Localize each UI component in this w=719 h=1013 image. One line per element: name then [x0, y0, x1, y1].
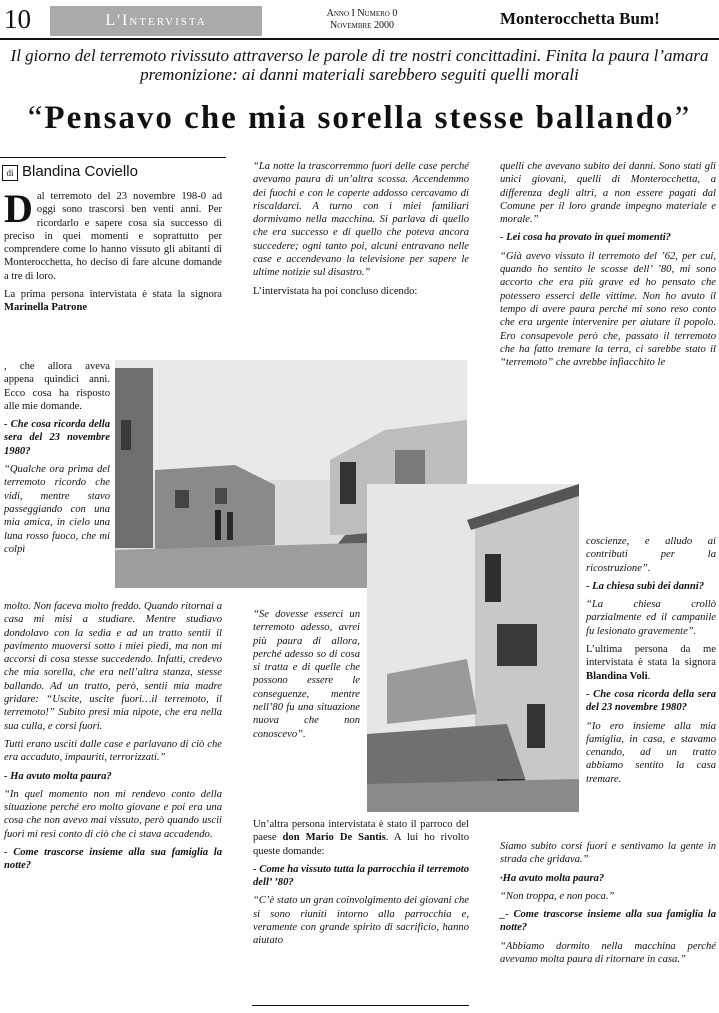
question-5: - Come ha vissuto tutta la parrocchia il terremoto dell’ ’80?	[253, 863, 469, 889]
section-label: L'Intervista	[105, 12, 207, 29]
interviewee-name-2: don Mario De Santis	[282, 832, 386, 844]
headline-close-quote: ”	[674, 100, 692, 136]
damaged-building-photo	[367, 484, 579, 812]
p-third-text: L’ultima persona da me intervistata è stata la signora	[586, 644, 716, 669]
newspaper-name: Monterocchetta Bum!	[500, 9, 660, 28]
question-2: - Ha avuto molta paura?	[4, 770, 112, 782]
column-2-bottom	[253, 818, 469, 953]
answer-2: “In quel momento non mi rendevo conto della situazione perché ero molto giovane e poi era una cosa che non avevo mai vissuto, però quando uscii fuori mi resi conto di ciò che ci stava accadendo.	[4, 788, 222, 840]
byline-prefix: di	[2, 165, 18, 181]
article-headline	[0, 96, 719, 140]
answer-4: “Se dovesse esserci un terremoto adesso, avrei più paura di allora, perché adesso so di cosa si tratta e di quelle che possono essere le conseguenze, mentre nell’80 fu una situazione nuova che non conoscevo”.	[253, 609, 360, 740]
question-7: - La chiesa subì dei danni?	[586, 580, 705, 592]
question-9: ·Ha avuto molta paura?	[500, 872, 605, 884]
intro-paragraph: al terremoto del 23 novembre 198-0 ad oggi sono trascorsi ben venti anni. Per ricordarlo e sapere cosa sia successo di preciso in quei momenti e soprattutto per comprendere come lo hanno vissuto gli abitanti di Monterocchetta, ho deciso di fare alcune domande a tre di loro.	[4, 191, 222, 282]
answer-1a: “Qualche ora prima del terremoto ricordo che vidi, mentre stavo passeggiando con una mia amica, in cielo una luna rosso fuoco, che mi colpì	[4, 464, 110, 555]
answer-3: “La notte la trascorremmo fuori delle case perché avevamo paura di un’altra scossa. Accendemmo dei fuochi e con le coperte addosso cercavamo di riscaldarci. A turno con i miei familiari dormivamo nella macchina. Si parlava di quello che era successo e di quello che poteva ancora succedere; ogni tanto poi, alcuni entravano nelle case e accendevano la televisione per sapere le ultime notizie sul disastro.”	[253, 161, 469, 279]
answer-8-continued: Siamo subito corsi fuori e sentivamo la gente in strada che gridava.”	[500, 841, 716, 866]
p-second-tail: . A lui ho rivolto queste domande:	[253, 832, 469, 857]
p2-text: La prima persona intervistata è stata la signora	[4, 289, 222, 301]
section-label-bar	[50, 6, 262, 36]
interviewee-name-1: Marinella Patrone	[4, 302, 88, 314]
answer-1c: Tutti erano usciti dalle case e parlavano di ciò che era accaduto, impauriti, terrorizzati.”	[4, 738, 222, 764]
headline-open-quote: “	[27, 100, 45, 136]
issue-date: Novembre 2000	[330, 20, 394, 31]
second-interviewee-paragraph	[253, 818, 469, 858]
conclusion-intro: L’intervistata ha poi concluso dicendo:	[253, 285, 418, 297]
column-3-middle	[586, 535, 716, 791]
answer-1b: molto. Non faceva molto freddo. Quando ritornai a casa mi misi a studiare. Mentre studiavo dondolavo con la sedia e ad un tratto sentii il pavimento muoversi sotto i miei piedi, ma non mi accorsi di cosa stesse succedendo. Infatti, credevo che mia sorella, che era nell’altra stanza, stesse ballando. Ad un tratto, però, sentii mia madre gridare: “Uscite, uscite fuori…il terremoto, il terremoto!” Subito presi mia nipote, che era nella sua culla, e corsi fuori.	[4, 601, 222, 732]
column-1-top	[4, 186, 222, 320]
column-1-wrap	[4, 360, 110, 561]
answer-8: “Io ero insieme alla mia famiglia, in casa, e stavamo cenando, ad un tratto abbiamo sentito la casa tremare.	[586, 720, 716, 785]
page-number: 10	[4, 4, 31, 34]
p-second-text: Un’altra persona intervistata è stato il parroco del paese	[253, 819, 469, 844]
byline-rule	[0, 157, 226, 158]
question-3: - Come trascorse insieme alla sua famiglia la notte?	[4, 847, 222, 872]
third-interviewee-paragraph	[586, 643, 716, 683]
answer-6b: coscienze, e alludo ai contributi per la ricostruzione”.	[586, 536, 716, 574]
drop-cap: D	[4, 186, 33, 231]
answer-7: “La chiesa crollò parzialmente ed il campanile fu lesionato gravemente”.	[586, 599, 716, 637]
issue-number: Anno I Numero 0	[326, 8, 398, 19]
answer-9: “Non troppa, e non poca.”	[500, 890, 615, 902]
column-2-bottom-rule	[252, 1005, 469, 1006]
answer-6a: “Già avevo vissuto il terremoto del ’62, per cui, quando ho sentito le scosse dell’ ’80, mi sono accorto che era più grave ed ho pensato che potessero esserci delle vittime. Non ho avuto il tempo di avere paura perché mi sono reso conto che era urgente intervenire per aiutare il popolo. Ero consapevole però che, passato il terremoto che ha fatto tremare la terra, ci sarebbe stato il “terremoto” che avrebbe infiacchito le	[500, 250, 716, 369]
question-6: - Lei cosa ha provato in quei momenti?	[500, 232, 671, 244]
column-3-top	[500, 160, 716, 374]
question-1: - Che cosa ricorda della sera del 23 novembre 1980?	[4, 419, 110, 457]
headline-text: Pensavo che mia sorella stesse ballando	[44, 100, 675, 136]
interviewee-name-3: Blandina Voli	[586, 670, 648, 682]
answer-5-continued: quelli che avevano subito dei danni. Sono stati gli unici giovani, quelli di Monterocchetta, a differenza degli altri, a non essere pagati dal Comune per il loro grande impegno materiale e morale.”	[500, 161, 716, 226]
p-third-tail: .	[647, 670, 651, 682]
p2-tail: , che allora aveva appena quindici anni. Ecco cosa ha risposto alle mie domande.	[4, 361, 110, 412]
first-interviewee-paragraph	[4, 288, 222, 315]
answer-10: “Abbiamo dormito nella macchina perché avevamo molta paura di ritornare in casa.”	[500, 940, 716, 966]
question-10: _- Come trascorse insieme alla sua famiglia la notte?	[500, 909, 716, 934]
column-1-bottom	[4, 600, 222, 878]
damaged-building-photo-drawing	[367, 484, 579, 812]
column-2-top	[253, 160, 469, 303]
column-3-bottom	[500, 840, 716, 971]
header-rule	[0, 38, 719, 40]
article-kicker: Il giorno del terremoto rivissuto attraverso le parole di tre nostri concittadini. Finita la paura l’amara premonizione: ai danni materiali sarebbero seguiti quelli morali	[10, 46, 709, 84]
column-2-middle	[253, 608, 360, 746]
issue-info	[312, 8, 412, 32]
question-8: - Che cosa ricorda della sera del 23 novembre 1980?	[586, 688, 716, 714]
answer-5: “C’è stato un gran coinvolgimento dei giovani che si sono riuniti intorno alla parrocchia e, veramente con grande spirito di sacrificio, hanno aiutato	[253, 895, 469, 947]
byline-author: Blandina Coviello	[22, 163, 138, 180]
